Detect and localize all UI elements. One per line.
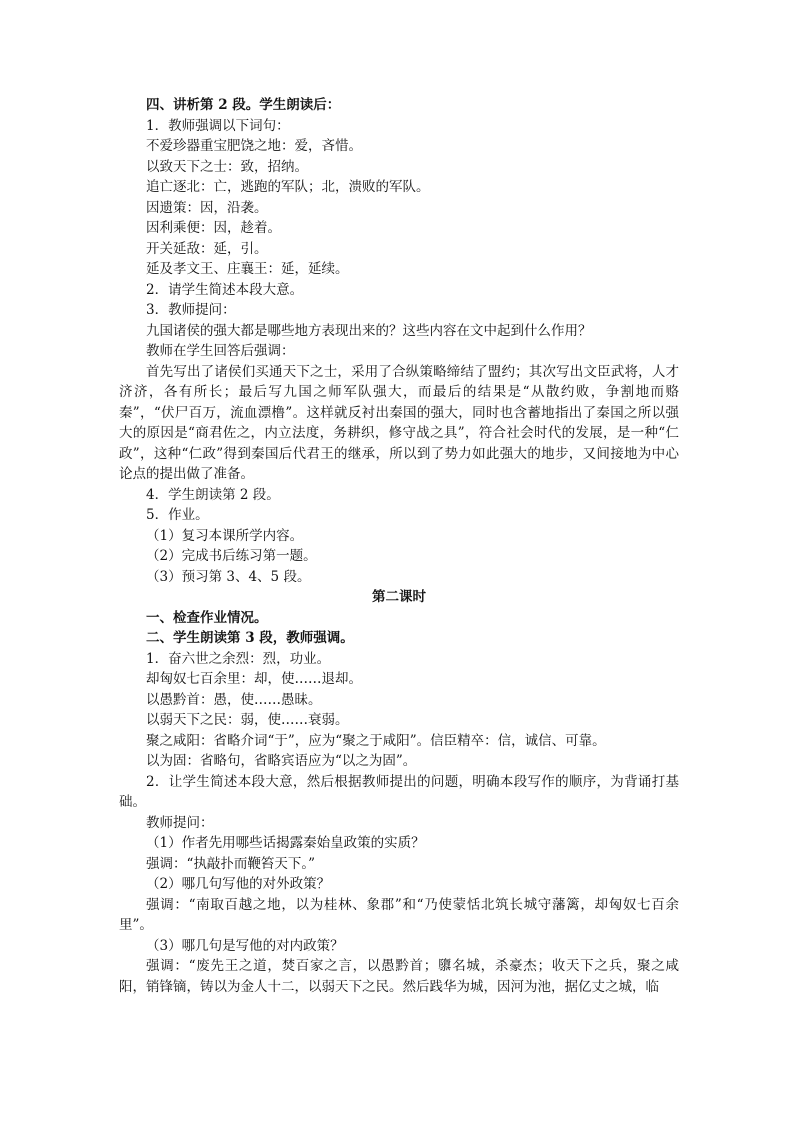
text-line: 以为固：省略句，省略宾语应为“以之为固”。 <box>146 753 417 769</box>
step-heading: 一、检查作业情况。 <box>146 609 268 626</box>
step-heading: 二、学生朗读第 3 段，教师强调。 <box>146 630 354 646</box>
text-line: 首先写出了诸侯们买通天下之士，采用了合纵策略缔结了盟约；其次写出文臣武将，人才济济，各有所长；最后写九国之师军队强大，而最后的结果是“从散约败，争割地而赂秦”，“伏尸百万，流血漂橹”。这样就反衬出秦国的强大，同时也含蓄地指出了秦国之所以强大的原因是“商君佐之，内立法度，务耕织，修守战之具”，符合社会时代的发展，是一种“仁政”，这种“仁政”得到秦国后代君王的继承，所以到了势力如此强大的地步，又间接地为中心论点的提出做了准备。 <box>119 363 679 482</box>
text-line: 强调：“废先王之道，焚百家之言，以愚黔首；隳名城，杀豪杰；收天下之兵，聚之咸阳，销锋镝，铸以为金人十二，以弱天下之民。然后践华为城，因河为池，据亿丈之城，临 <box>119 958 679 995</box>
text-line: 1．奋六世之余烈：烈，功业。 <box>146 650 331 667</box>
text-line: （2）完成书后练习第一题。 <box>146 548 317 564</box>
text-line: 因遗策：因，沿袭。 <box>146 199 268 216</box>
text-line: 却匈奴七百余里：却，使……退却。 <box>146 671 362 687</box>
text-line: 3．教师提问： <box>146 302 236 318</box>
text-line: 5．作业。 <box>146 507 209 523</box>
text-line: 教师提问： <box>146 814 214 831</box>
text-line: 以愚黔首：愚，使……愚昧。 <box>146 691 322 708</box>
text-line: （3）预习第 3、4、5 段。 <box>146 568 311 585</box>
text-line: 教师在学生回答后强调： <box>146 343 295 359</box>
section-heading: 第二课时 <box>372 589 426 605</box>
text-line: （2）哪几句写他的对外政策？ <box>146 876 331 892</box>
text-line: 2．请学生简述本段大意。 <box>146 281 304 298</box>
text-line: 开关延敌：延，引。 <box>146 240 268 257</box>
text-line: 强调：“执敲扑而鞭笞天下。” <box>146 855 316 872</box>
text-line: 以弱天下之民：弱，使……衰弱。 <box>146 712 349 728</box>
text-line: 2．让学生简述本段大意，然后根据教师提出的问题，明确本段写作的顺序，为背诵打基础。 <box>119 773 679 810</box>
text-line: 强调：“南取百越之地，以为桂林、象郡”和“乃使蒙恬北筑长城守藩篱，却匈奴七百余里”。 <box>119 896 679 933</box>
text-line: （1）复习本课所学内容。 <box>146 527 304 544</box>
text-line: 九国诸侯的强大都是哪些地方表现出来的？这些内容在文中起到什么作用？ <box>146 322 592 339</box>
text-line: （1）作者先用哪些话揭露秦始皇政策的实质？ <box>146 835 425 851</box>
text-line: 追亡逐北：亡，逃跑的军队；北，溃败的军队。 <box>146 179 430 195</box>
text-line: 不爱珍器重宝肥饶之地：爱，吝惜。 <box>146 138 362 154</box>
text-line: 因利乘便：因，趁着。 <box>146 220 281 236</box>
text-line: 4．学生朗读第 2 段。 <box>146 486 280 503</box>
text-line: （3）哪几句是写他的对内政策？ <box>146 937 344 954</box>
text-line: 1．教师强调以下词句： <box>146 117 290 134</box>
document-body <box>119 95 679 997</box>
text-line: 延及孝文王、庄襄王：延，延续。 <box>146 261 349 277</box>
text-line: 以致天下之士：致，招纳。 <box>146 158 308 175</box>
step-heading: 四、讲析第 2 段。学生朗读后： <box>146 97 341 113</box>
text-line: 聚之咸阳：省略介词“于”，应为“聚之于咸阳”。信臣精卒：信，诚信、可靠。 <box>146 732 606 749</box>
